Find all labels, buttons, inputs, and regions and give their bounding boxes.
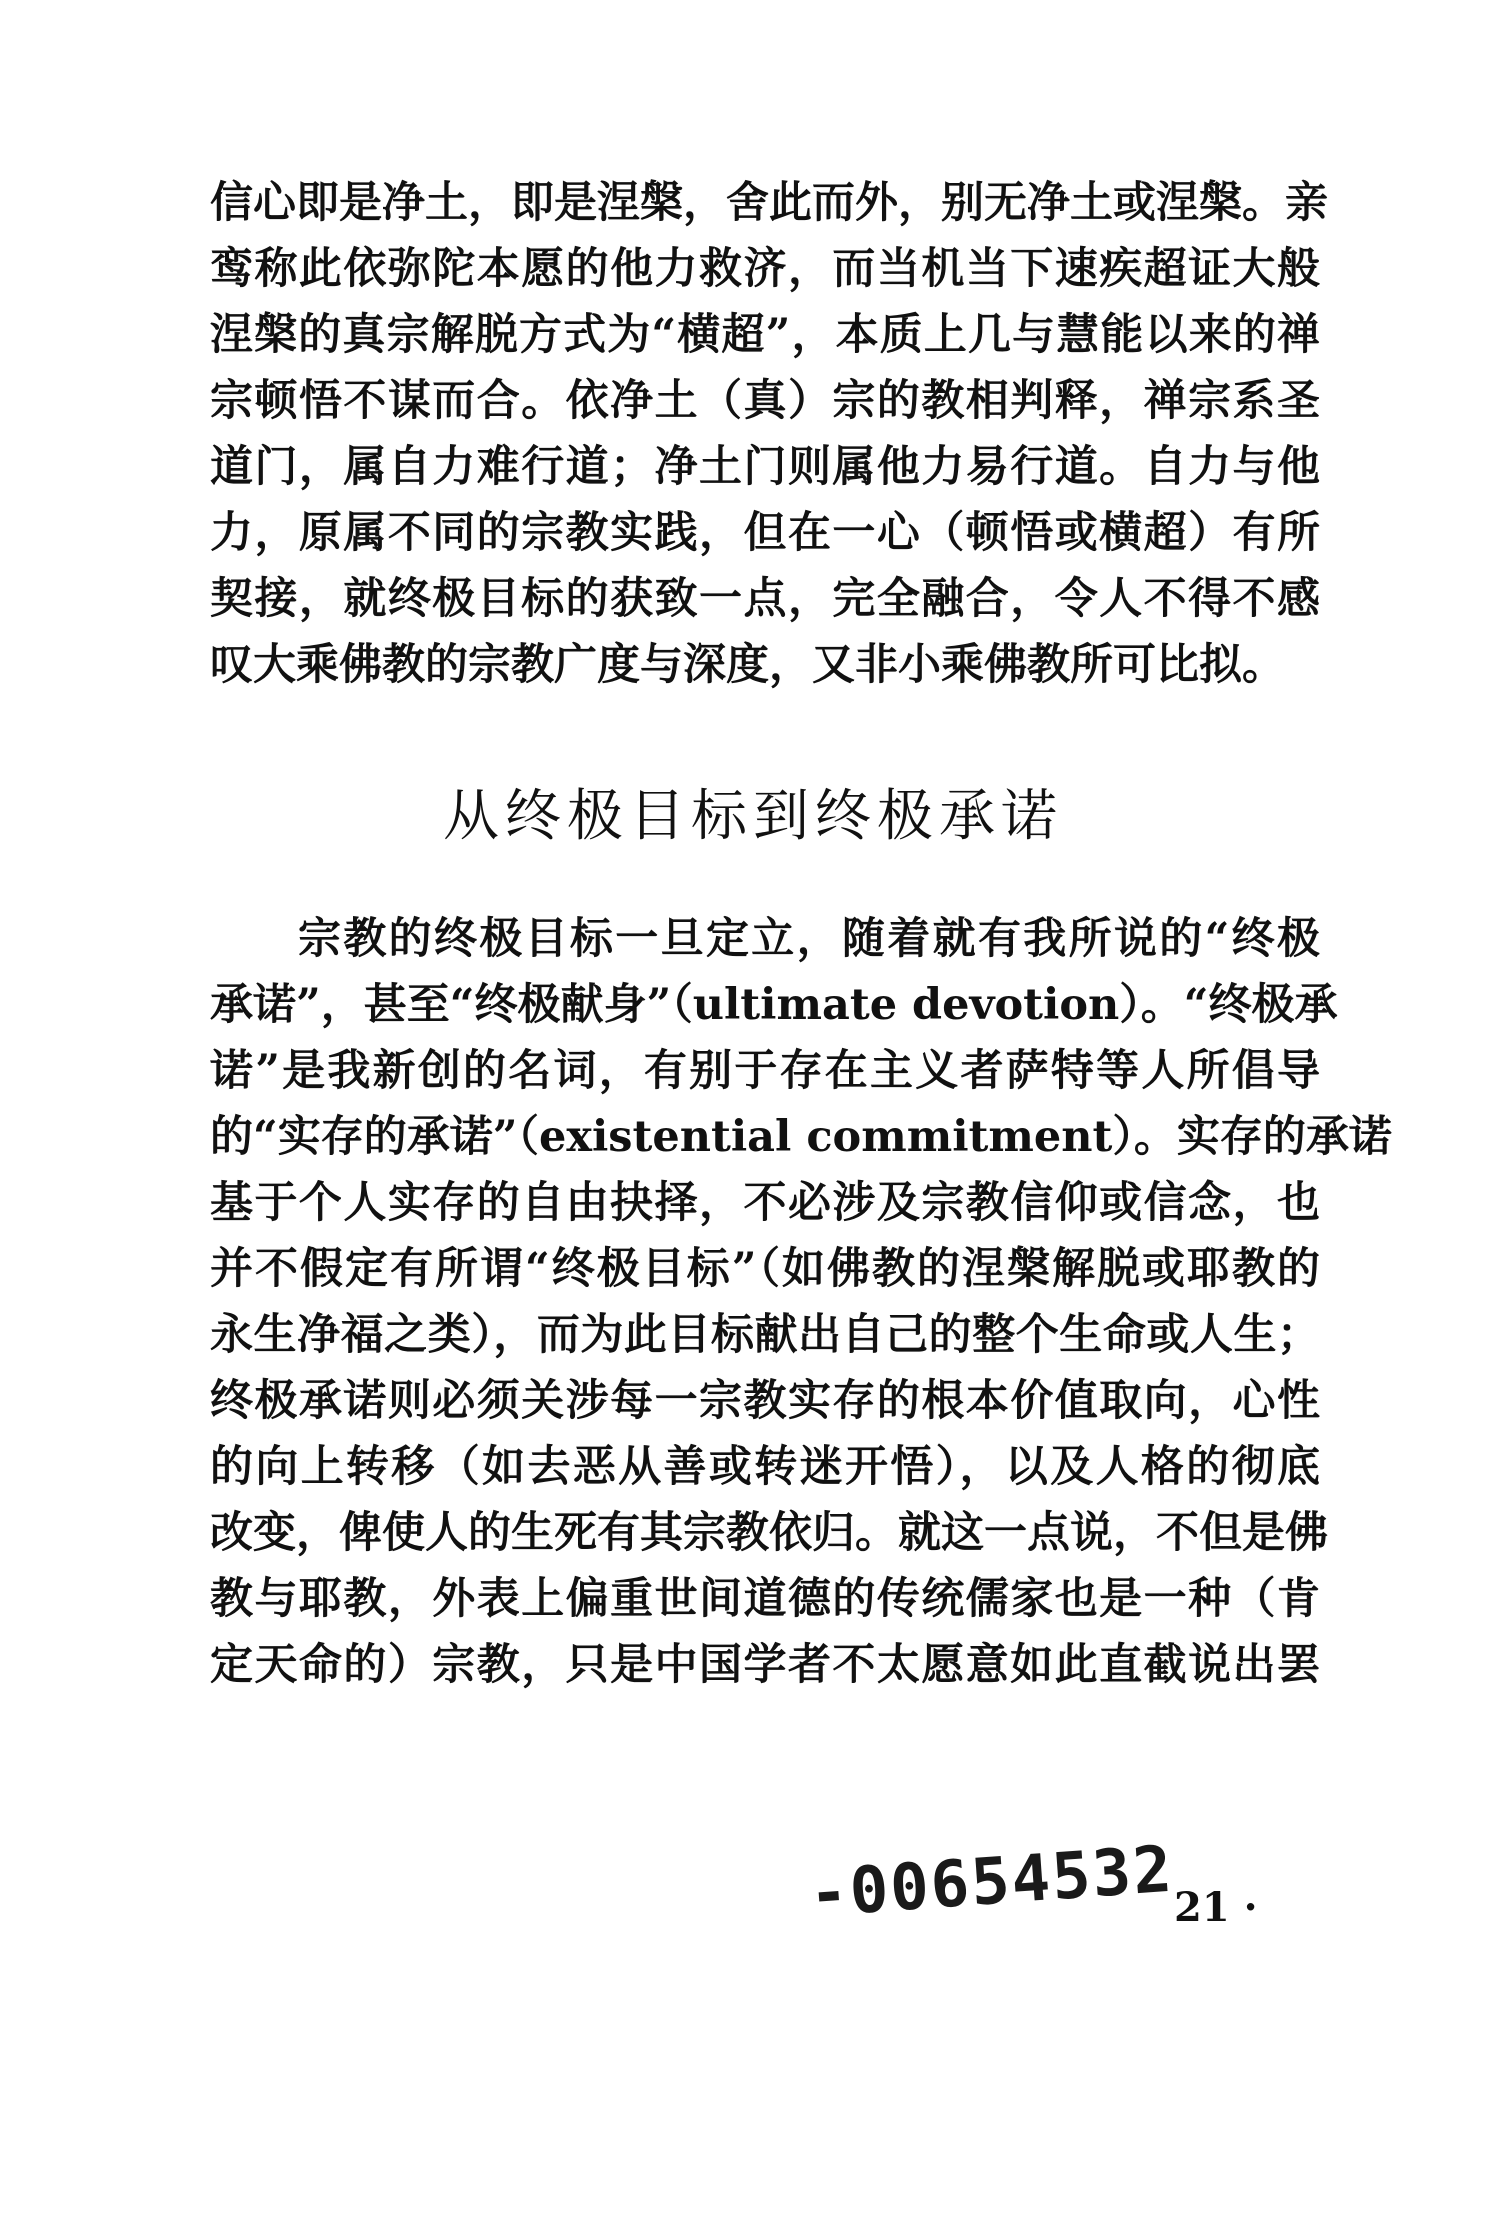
text-line: 并不假定有所谓“终极目标”（如佛教的涅槃解脱或耶教的: [210, 1244, 1320, 1294]
section-heading: 从终极目标到终极承诺: [443, 784, 1063, 849]
page-number: 21 ·: [1174, 1884, 1258, 1931]
catalog-number-stamp: -00654532: [806, 1832, 1176, 1932]
text-line: 叹大乘佛教的宗教广度与深度，又非小乘佛教所可比拟。: [210, 640, 1285, 690]
text-line: 改变，俾使人的生死有其宗教依归。就这一点说，不但是佛: [210, 1508, 1328, 1558]
text-line: 定天命的）宗教，只是中国学者不太愿意如此直截说出罢: [210, 1640, 1320, 1690]
text-line: 鸾称此依弥陀本愿的他力救济，而当机当下速疾超证大般: [210, 244, 1320, 294]
text-line: 契接，就终极目标的获致一点，完全融合，令人不得不感: [210, 574, 1320, 624]
text-line: 宗教的终极目标一旦定立，随着就有我所说的“终极: [298, 914, 1320, 964]
text-line: 力，原属不同的宗教实践，但在一心（顿悟或横超）有所: [210, 508, 1320, 558]
text-line: 涅槃的真宗解脱方式为“横超”，本质上几与慧能以来的禅: [210, 310, 1320, 360]
text-line: 宗顿悟不谋而合。依净土（真）宗的教相判释，禅宗系圣: [210, 376, 1320, 426]
text-line: 永生净福之类），而为此目标献出自己的整个生命或人生；: [210, 1310, 1320, 1360]
text-line: 的“实存的承诺”（existential commitment）。实存的承诺: [210, 1112, 1392, 1162]
text-line: 承诺”，甚至“终极献身”（ultimate devotion）。“终极承: [210, 980, 1338, 1030]
text-line: 信心即是净土，即是涅槃，舍此而外，别无净土或涅槃。亲: [210, 178, 1328, 228]
text-line: 诺”是我新创的名词，有别于存在主义者萨特等人所倡导: [210, 1046, 1320, 1096]
paragraph-2: [210, 906, 1392, 1698]
text-line: 道门，属自力难行道；净土门则属他力易行道。自力与他: [210, 442, 1320, 492]
text-line: 基于个人实存的自由抉择，不必涉及宗教信仰或信念，也: [210, 1178, 1320, 1228]
text-line: 教与耶教，外表上偏重世间道德的传统儒家也是一种（肯: [210, 1574, 1320, 1624]
paragraph-1: [210, 170, 1328, 698]
text-line: 终极承诺则必须关涉每一宗教实存的根本价值取向，心性: [210, 1376, 1320, 1426]
text-line: 的向上转移（如去恶从善或转迷开悟），以及人格的彻底: [210, 1442, 1320, 1492]
